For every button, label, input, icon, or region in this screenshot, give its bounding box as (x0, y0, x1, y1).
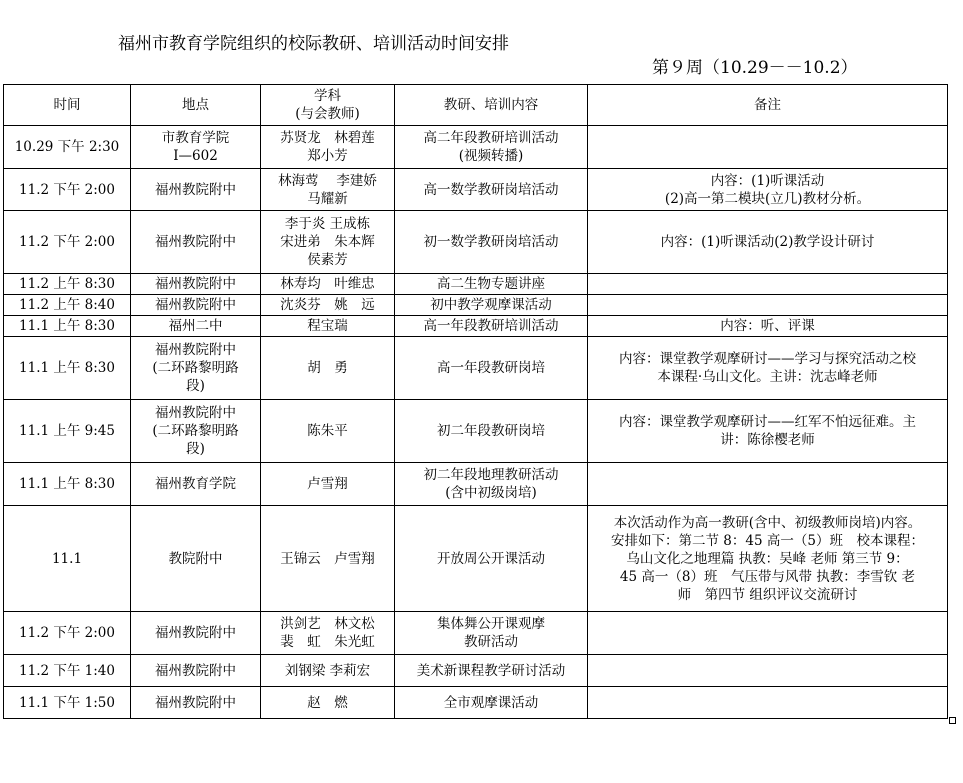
cell-content (395, 400, 588, 463)
cell-teachers-line: 李于炎 王成栋 (284, 216, 371, 232)
cell-teachers-line: 侯素芳 (307, 252, 348, 268)
header-subject (261, 85, 395, 126)
cell-time: 11.2 上午 8:40 (4, 295, 131, 316)
cell-remarks (588, 337, 948, 400)
cell-content-line: 高一年段教研培训活动 (423, 318, 559, 334)
schedule-table (3, 84, 948, 719)
cell-content-line: 美术新课程教学研讨活动 (416, 662, 566, 679)
cell-teachers-line: 郑小芳 (307, 148, 348, 164)
cell-remarks (588, 126, 948, 169)
cell-teachers-line: 马耀新 (307, 190, 348, 207)
table-header-row (4, 85, 948, 126)
cell-remarks-line: 内容：(1)听课活动(2)教学设计研讨 (660, 234, 875, 250)
cell-place-line: 福州教院附中 (155, 405, 236, 421)
cell-time: 11.1 上午 9:45 (4, 400, 131, 463)
cell-remarks-line: 本课程·乌山文化。主讲：沈志峰老师 (657, 369, 878, 385)
cell-place-line: 福州教院附中 (155, 276, 236, 292)
cell-teachers (261, 612, 395, 655)
cell-content (395, 463, 588, 506)
cell-place-line: 教院附中 (168, 550, 223, 567)
cell-content-line: 高二生物专题讲座 (437, 276, 545, 292)
cell-remarks-line: 安排如下：第二节 8：45 高一（5）班 校本课程： (611, 532, 924, 549)
cell-place (131, 274, 261, 295)
cell-content-line: (视频转播) (458, 148, 524, 164)
table-row (4, 687, 948, 719)
cell-content (395, 687, 588, 719)
cell-teachers-line: 陈朱平 (307, 423, 348, 439)
cell-place (131, 400, 261, 463)
table-row (4, 169, 948, 211)
cell-place-line: 福州教院附中 (155, 662, 236, 679)
table-row (4, 612, 948, 655)
cell-teachers-line: 赵 燃 (307, 694, 348, 711)
cell-place-line: 福州教院附中 (155, 625, 236, 641)
cell-teachers (261, 295, 395, 316)
table-row (4, 316, 948, 337)
table-row (4, 295, 948, 316)
header-content: 教研、培训内容 (395, 85, 588, 126)
cell-content-line: 初二年段地理教研活动 (423, 467, 559, 483)
header-subject-sub: (与会教师) (295, 106, 360, 122)
header-place: 地点 (131, 85, 261, 126)
cell-remarks-line: 内容：(1)听课活动 (710, 172, 825, 189)
cell-place (131, 687, 261, 719)
cell-content-line: 全市观摩课活动 (443, 694, 539, 711)
cell-teachers-line: 刘钢梁 李莉宏 (284, 662, 371, 679)
cell-place (131, 316, 261, 337)
cell-teachers (261, 274, 395, 295)
cell-place (131, 337, 261, 400)
cell-remarks-line: (2)高一第二模块(立几)教材分析。 (664, 190, 871, 207)
cell-remarks (588, 274, 948, 295)
cell-teachers (261, 169, 395, 211)
cell-place-line: Ⅰ—602 (173, 148, 218, 164)
table-row (4, 463, 948, 506)
table-row (4, 400, 948, 463)
cell-place (131, 126, 261, 169)
table-row (4, 126, 948, 169)
cell-teachers (261, 655, 395, 687)
cell-teachers-line: 裴 虹 朱光虹 (280, 634, 375, 650)
cell-teachers (261, 400, 395, 463)
cell-place-line: 福州教院附中 (155, 342, 236, 358)
cell-place (131, 295, 261, 316)
cell-place (131, 211, 261, 274)
cell-place-line: 福州教院附中 (155, 181, 236, 198)
cell-time: 11.1 上午 8:30 (4, 316, 131, 337)
cell-place-line: 段) (186, 378, 205, 394)
cell-place-line: 段) (186, 441, 205, 457)
cell-content-line: 集体舞公开课观摩 (437, 616, 545, 632)
cell-teachers-line: 苏贤龙 林碧莲 (280, 130, 375, 146)
table-row (4, 337, 948, 400)
table-resize-handle (949, 717, 956, 724)
cell-remarks-line: 内容：课堂教学观摩研讨——学习与探究活动之校 (619, 351, 916, 367)
cell-content-line: 开放周公开课活动 (437, 550, 545, 567)
title-week: 第９周（10.29－－10.2） (652, 58, 858, 78)
cell-remarks (588, 400, 948, 463)
cell-remarks (588, 687, 948, 719)
cell-content (395, 126, 588, 169)
cell-remarks-line: 45 高一（8）班 气压带与风带 执教：李雪钦 老 (619, 568, 916, 585)
cell-content (395, 211, 588, 274)
cell-time: 11.2 下午 2:00 (4, 612, 131, 655)
cell-remarks (588, 655, 948, 687)
cell-time: 11.2 下午 2:00 (4, 211, 131, 274)
cell-place-line: 福州教院附中 (155, 694, 236, 711)
cell-remarks (588, 295, 948, 316)
cell-content-line: 教研活动 (464, 634, 518, 650)
cell-place (131, 506, 261, 612)
cell-content-line: 初中教学观摩课活动 (430, 297, 552, 313)
cell-time: 10.29 下午 2:30 (4, 126, 131, 169)
cell-content-line: 初二年段教研岗培 (437, 423, 545, 439)
cell-remarks (588, 316, 948, 337)
table-row (4, 506, 948, 612)
cell-remarks-line: 师 第四节 组织评议交流研讨 (677, 586, 858, 603)
table-row (4, 274, 948, 295)
cell-remarks (588, 169, 948, 211)
cell-teachers (261, 463, 395, 506)
cell-time: 11.1 (4, 506, 131, 612)
cell-teachers (261, 211, 395, 274)
title-main: 福州市教育学院组织的校际教研、培训活动时间安排 (118, 34, 509, 54)
cell-place-line: 福州教育学院 (155, 476, 236, 492)
cell-teachers-line: 程宝瑞 (307, 318, 348, 334)
cell-time: 11.1 上午 8:30 (4, 463, 131, 506)
cell-place-line: (二环路黎明路 (152, 360, 239, 376)
cell-content-line: 高一年段教研岗培 (437, 360, 545, 376)
cell-content-line: 高二年段教研培训活动 (423, 130, 559, 146)
cell-content (395, 316, 588, 337)
cell-teachers (261, 506, 395, 612)
cell-remarks-line: 乌山文化之地理篇 执教：吴峰 老师 第三节 9： (626, 550, 909, 567)
cell-remarks (588, 506, 948, 612)
header-remarks: 备注 (588, 85, 948, 126)
table-row (4, 211, 948, 274)
cell-place-line: 福州教院附中 (155, 297, 236, 313)
cell-time: 11.1 下午 1:50 (4, 687, 131, 719)
table-row (4, 655, 948, 687)
cell-teachers (261, 126, 395, 169)
cell-remarks (588, 612, 948, 655)
cell-remarks (588, 463, 948, 506)
cell-place-line: 市教育学院 (161, 130, 230, 146)
cell-place (131, 169, 261, 211)
page-title (0, 8, 963, 78)
cell-remarks-line: 本次活动作为高一教研(含中、初级教师岗培)内容。 (613, 514, 922, 531)
cell-content (395, 274, 588, 295)
cell-teachers-line: 林寿均 叶维忠 (280, 276, 375, 292)
cell-time: 11.2 下午 1:40 (4, 655, 131, 687)
cell-remarks-line: 讲：陈徐樱老师 (720, 432, 815, 448)
cell-content-line: (含中初级岗培) (445, 485, 537, 501)
header-time: 时间 (4, 85, 131, 126)
cell-content (395, 655, 588, 687)
cell-teachers (261, 316, 395, 337)
cell-teachers-line: 卢雪翔 (307, 476, 348, 492)
cell-place (131, 463, 261, 506)
cell-teachers (261, 687, 395, 719)
cell-time: 11.1 上午 8:30 (4, 337, 131, 400)
cell-teachers-line: 洪剑艺 林文松 (280, 616, 375, 632)
cell-time: 11.2 下午 2:00 (4, 169, 131, 211)
cell-remarks-line: 内容：听、评课 (720, 318, 815, 334)
header-subject-label: 学科 (314, 88, 341, 104)
cell-place (131, 655, 261, 687)
cell-content (395, 612, 588, 655)
cell-content-line: 初一数学教研岗培活动 (423, 234, 559, 250)
cell-content (395, 506, 588, 612)
cell-remarks-line: 内容：课堂教学观摩研讨——红军不怕远征难。主 (619, 414, 916, 430)
cell-place-line: 福州教院附中 (155, 234, 236, 250)
cell-teachers-line: 宋进弟 朱本辉 (280, 234, 375, 250)
cell-content (395, 169, 588, 211)
cell-place-line: 福州二中 (168, 318, 223, 334)
cell-content (395, 295, 588, 316)
cell-teachers-line: 王锦云 卢雪翔 (280, 550, 375, 567)
cell-time: 11.2 上午 8:30 (4, 274, 131, 295)
cell-teachers-line: 胡 勇 (307, 360, 348, 376)
cell-content-line: 高一数学教研岗培活动 (423, 181, 559, 198)
cell-teachers-line: 沈炎芬 姚 远 (280, 297, 375, 313)
cell-place-line: (二环路黎明路 (152, 423, 239, 439)
cell-remarks (588, 211, 948, 274)
cell-teachers (261, 337, 395, 400)
cell-teachers-line: 林海莺 李建娇 (278, 172, 377, 189)
cell-place (131, 612, 261, 655)
cell-content (395, 337, 588, 400)
